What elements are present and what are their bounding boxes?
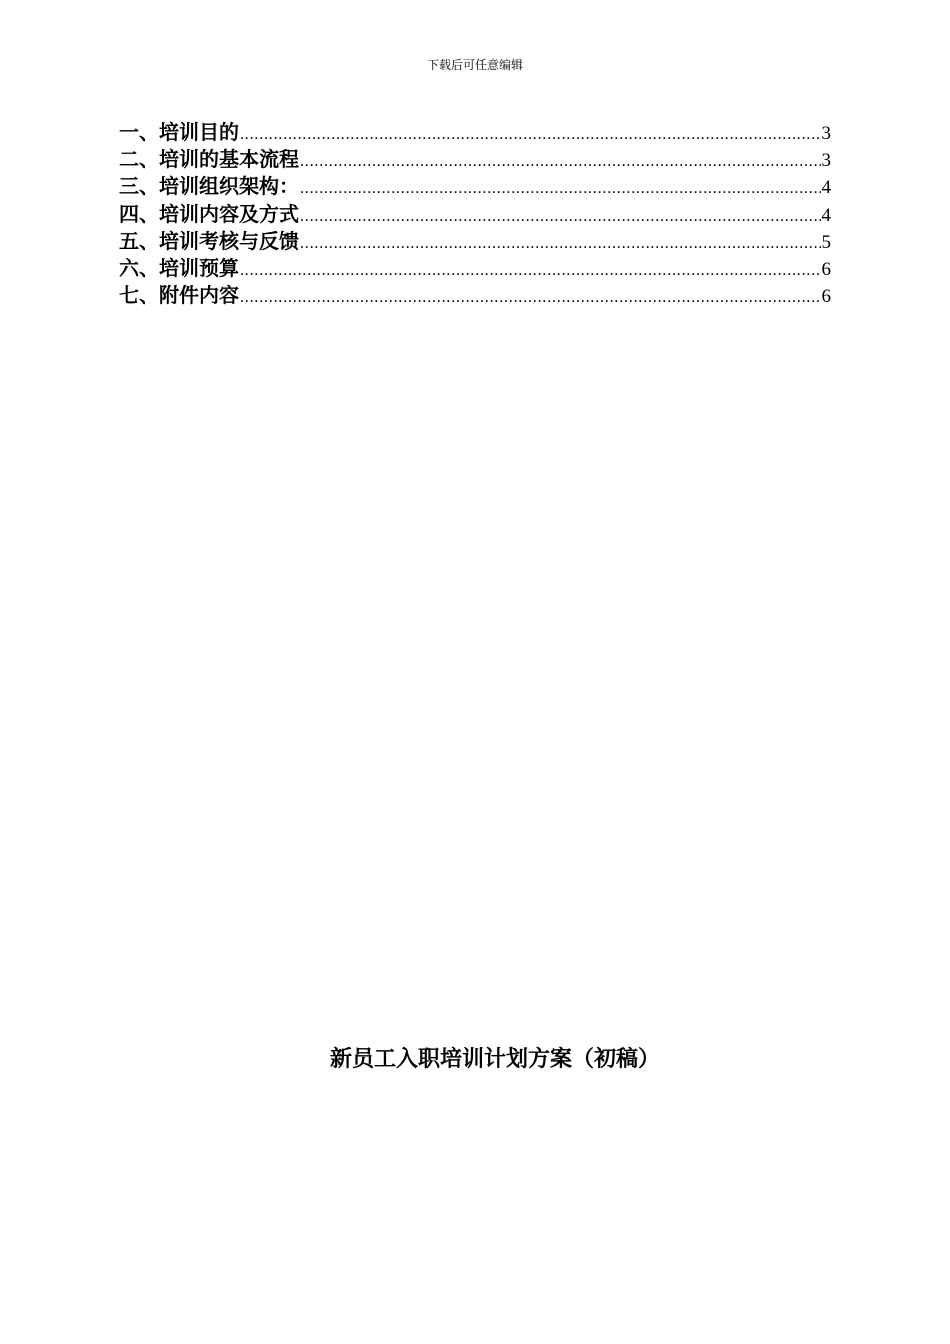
toc-entry[interactable] [119,146,831,173]
toc-entry[interactable] [119,201,831,228]
toc-entry-page: 4 [821,177,831,199]
document-title: 新员工入职培训计划方案（初稿） [329,1046,660,1072]
toc-entry[interactable] [119,119,831,146]
toc-entry-page: 3 [821,123,831,144]
toc-dot-leader [300,230,821,257]
toc-entry-label: 二、培训的基本流程 [119,147,299,172]
toc-dot-leader [240,121,821,148]
table-of-contents [119,119,831,309]
toc-entry[interactable] [119,255,831,282]
toc-entry[interactable] [119,228,831,255]
header-note: 下载后可任意编辑 [426,58,523,72]
toc-dot-leader [300,203,821,230]
toc-entry[interactable] [119,173,831,200]
toc-entry-page: 5 [821,231,831,253]
toc-dot-leader [300,148,821,175]
toc-dot-leader [300,175,821,202]
toc-entry-label: 五、培训考核与反馈 [119,228,299,253]
toc-entry-label: 七、附件内容 [119,283,239,308]
toc-entry-page: 6 [821,286,831,308]
toc-dot-leader [240,284,821,311]
toc-entry-label: 六、培训预算 [119,255,239,280]
toc-entry-label: 一、培训目的 [119,120,239,144]
toc-entry[interactable] [119,282,831,309]
toc-entry-label: 三、培训组织架构： [119,174,299,199]
toc-dot-leader [240,257,821,284]
toc-entry-page: 4 [821,204,831,226]
toc-entry-page: 3 [821,150,831,172]
toc-entry-label: 四、培训内容及方式 [119,201,299,226]
toc-entry-page: 6 [821,258,831,280]
